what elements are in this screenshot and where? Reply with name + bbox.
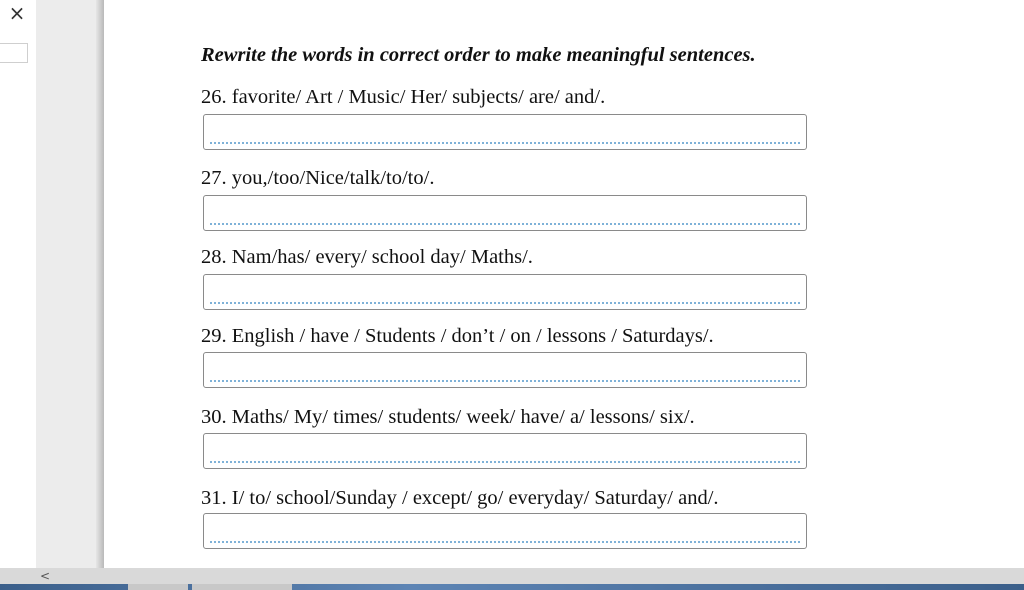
answer-dotted-line: [210, 380, 800, 382]
answer-dotted-line: [210, 142, 800, 144]
answer-dotted-line: [210, 302, 800, 304]
close-icon[interactable]: ×: [8, 1, 26, 25]
scroll-left-arrow-icon[interactable]: <: [39, 569, 51, 583]
panel-field[interactable]: [0, 43, 28, 63]
question-31: 31. I/ to/ school/Sunday / except/ go/ everyday/ Saturday/ and/.: [201, 487, 719, 509]
answer-box-26[interactable]: [203, 114, 807, 150]
answer-box-28[interactable]: [203, 274, 807, 310]
question-30: 30. Maths/ My/ times/ students/ week/ have/ a/ lessons/ six/.: [201, 406, 695, 428]
page-shadow: [96, 0, 104, 568]
page-gutter: [36, 0, 102, 568]
answer-dotted-line: [210, 223, 800, 225]
instruction-heading: Rewrite the words in correct order to make meaningful sentences.: [201, 44, 756, 66]
question-28: 28. Nam/has/ every/ school day/ Maths/.: [201, 246, 533, 268]
side-panel: [0, 0, 36, 568]
question-26: 26. favorite/ Art / Music/ Her/ subjects/ are/ and/.: [201, 86, 606, 108]
answer-box-31[interactable]: [203, 513, 807, 549]
question-29: 29. English / have / Students / don’t / on / lessons / Saturdays/.: [201, 325, 714, 347]
answer-box-27[interactable]: [203, 195, 807, 231]
answer-dotted-line: [210, 461, 800, 463]
answer-box-30[interactable]: [203, 433, 807, 469]
taskbar-item[interactable]: [192, 584, 292, 590]
taskbar-item[interactable]: [128, 584, 188, 590]
answer-box-29[interactable]: [203, 352, 807, 388]
answer-dotted-line: [210, 541, 800, 543]
question-27: 27. you,/too/Nice/talk/to/to/.: [201, 167, 435, 189]
